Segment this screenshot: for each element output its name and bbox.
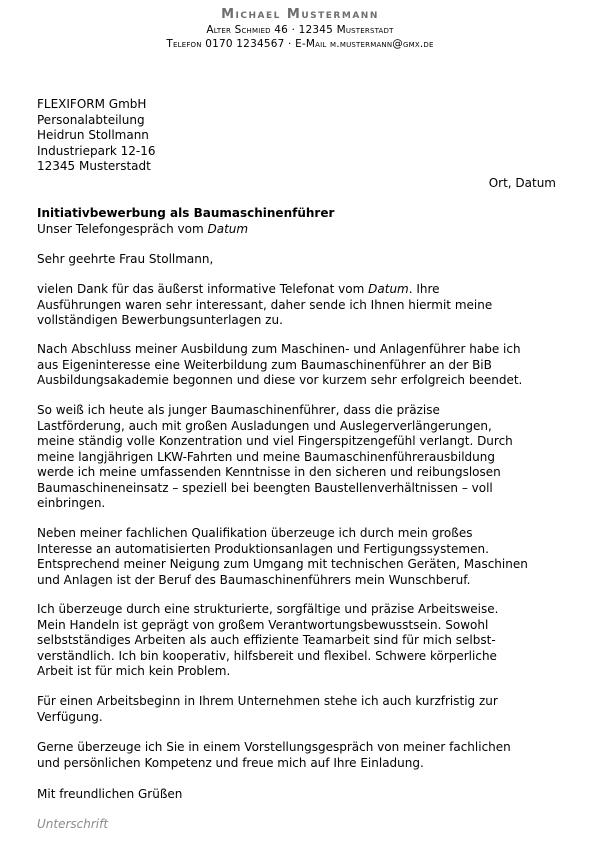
recipient-person: Heidrun Stollmann [37, 128, 149, 142]
paragraph-line: Nach Abschluss meiner Ausbildung zum Maschinen- und Anlagenführer habe ich [37, 342, 521, 356]
paragraph-line: Ausführungen waren sehr interessant, daher sende ich Ihnen hiermit meine [37, 297, 493, 312]
paragraph-line: und Anlagen ist der Beruf des Baumaschinenführers mein Wunschberuf. [37, 572, 471, 587]
paragraph-line: Arbeit ist für mich kein Problem. [37, 664, 231, 678]
paragraph-line: selbstständiges Arbeiten als auch effiziente Teamarbeit sind für mich selbst- [37, 633, 496, 647]
paragraph-line [37, 282, 492, 298]
paragraph-line: Interesse an automatisierten Produktionsanlagen und Fertigungssystemen. [37, 541, 489, 556]
paragraph-line: meine langjährigen LKW-Fahrten und meine Baumaschinenführerausbildung [37, 449, 495, 464]
paragraph-line: einbringen. [37, 496, 106, 510]
paragraph-line: Baumaschineneinsatz – speziell bei beengten Baustellenverhältnissen – voll [37, 480, 493, 495]
paragraph-line: Neben meiner fachlichen Qualifikation überzeuge ich durch mein großes [37, 526, 473, 540]
subject-ref-prefix: Unser Telefongespräch vom [37, 221, 208, 236]
subject-title: Initiativbewerbung als Baumaschinenführer [37, 206, 335, 220]
paragraph-line: Entsprechend meiner Neigung zum Umgang mit technischen Geräten, Maschinen [37, 557, 528, 571]
paragraph-line: Verfügung. [37, 709, 103, 724]
paragraph-7 [37, 740, 511, 771]
paragraph-line: Ich überzeuge durch eine strukturierte, sorgfältige und präzise Arbeitsweise. [37, 602, 499, 616]
recipient-company: FLEXIFORM GmbH [37, 97, 147, 111]
paragraph-1 [37, 282, 492, 329]
paragraph-6 [37, 694, 498, 725]
paragraph-line: So weiß ich heute als junger Baumaschinenführer, dass die präzise [37, 403, 440, 417]
subject-reference [37, 222, 334, 238]
salutation: Sehr geehrte Frau Stollmann, [37, 252, 214, 266]
subject-ref-date: Datum [207, 221, 249, 236]
paragraph-line: Für einen Arbeitsbeginn in Ihrem Unternehmen stehe ich auch kurzfristig zur [37, 694, 498, 708]
paragraph-text: vielen Dank für das äußerst informative Telefonat vom [37, 282, 369, 296]
recipient-street: Industriepark 12-16 [37, 143, 156, 158]
paragraph-line: und persönlichen Kompetenz und freue mich auf Ihre Einladung. [37, 755, 424, 770]
sender-contact: Telefon 0170 1234567 · E-Mail m.mustermann@gmx.de [166, 38, 434, 50]
recipient-city: 12345 Musterstadt [37, 159, 151, 173]
recipient-address [37, 97, 156, 175]
paragraph-3 [37, 403, 513, 512]
paragraph-4 [37, 526, 528, 588]
sender-address: Alter Schmied 46 · 12345 Musterstadt [206, 24, 394, 36]
letterhead [0, 7, 600, 51]
paragraph-line: werde ich meine umfassenden Kenntnisse in den sicheren und reibungslosen [37, 465, 501, 479]
recipient-department: Personalabteilung [37, 112, 145, 127]
paragraph-line: aus Eigeninteresse eine Weiterbildung zum Baumaschinenführer an der BiB [37, 357, 492, 372]
paragraph-5 [37, 602, 498, 680]
paragraph-2 [37, 342, 522, 389]
sender-name: Michael Mustermann [221, 7, 379, 22]
paragraph-text: . Ihre [408, 282, 440, 296]
paragraph-date: Datum [368, 282, 409, 296]
signature-placeholder: Unterschrift [37, 817, 109, 831]
paragraph-line: meine ständig volle Konzentration und viel Fingerspitzengefühl verlangt. Durch [37, 434, 513, 448]
paragraph-line: Gerne überzeuge ich Sie in einem Vorstellungsgespräch von meiner fachlichen [37, 740, 511, 754]
paragraph-line: Lastförderung, auch mit großen Ausladungen und Auslegerverlängerungen, [37, 418, 492, 433]
paragraph-line: Ausbildungsakademie begonnen und diese vor kurzem sehr erfolgreich beendet. [37, 373, 523, 387]
paragraph-line: verständlich. Ich bin kooperativ, hilfsbereit und flexibel. Schwere körperliche [37, 648, 497, 663]
paragraph-line: Mein Handeln ist geprägt von großem Verantwortungsbewusstsein. Sowohl [37, 617, 489, 632]
place-date: Ort, Datum [488, 176, 556, 190]
closing: Mit freundlichen Grüßen [37, 787, 183, 801]
paragraph-line: vollständigen Bewerbungsunterlagen zu. [37, 313, 283, 327]
subject-block [37, 206, 334, 237]
